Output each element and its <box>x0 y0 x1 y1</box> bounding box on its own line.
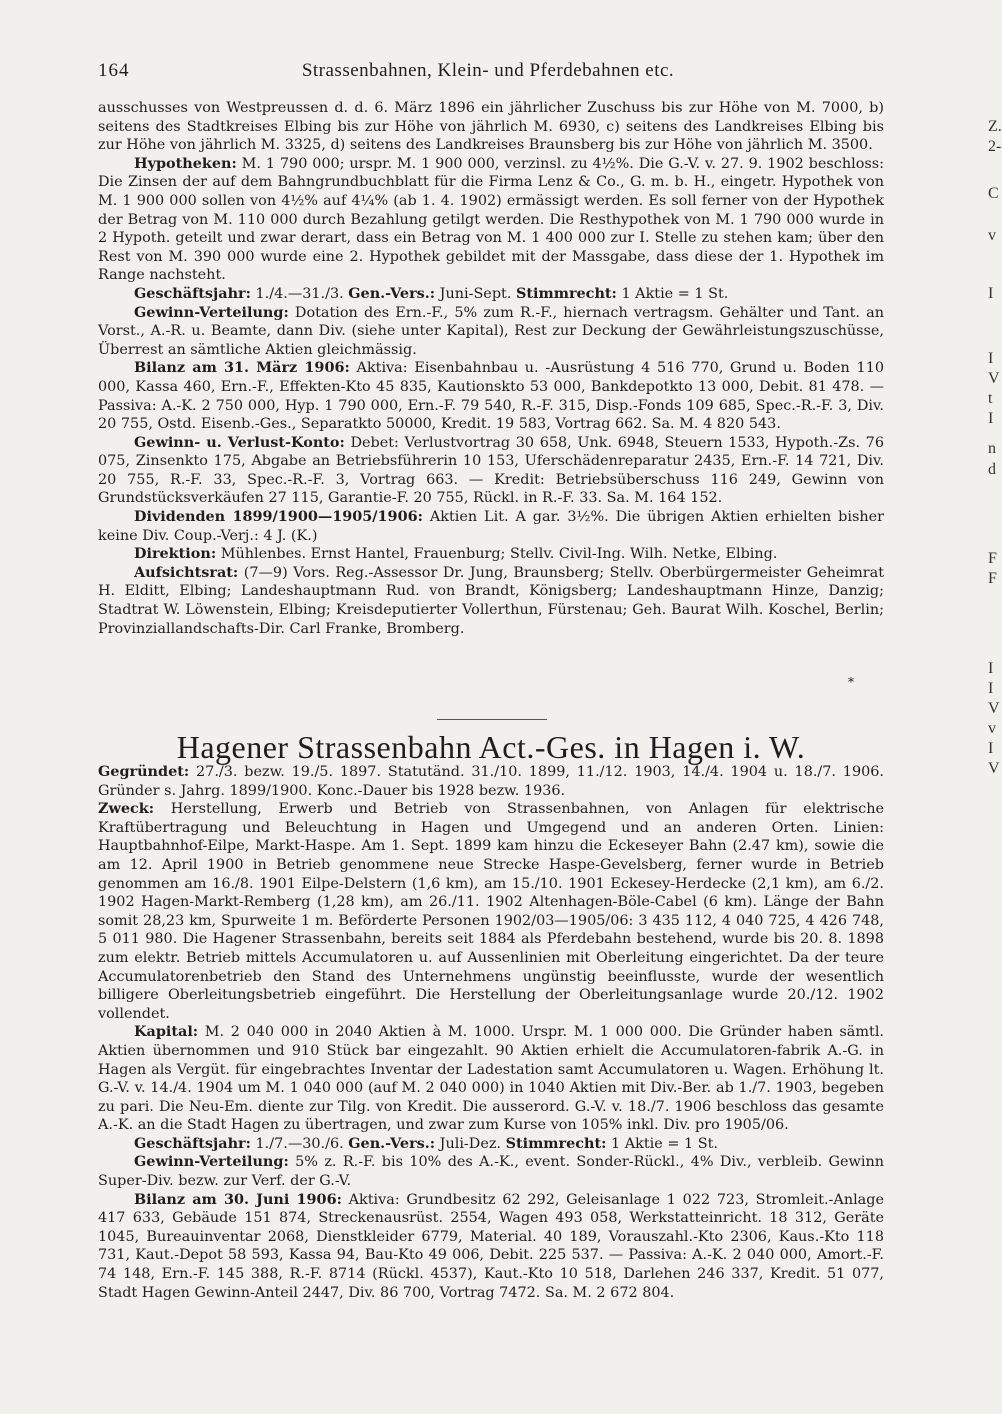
running-title: Strassenbahnen, Klein- und Pferdebahnen etc. <box>301 60 675 81</box>
paragraph <box>98 285 884 304</box>
paragraph <box>98 763 884 800</box>
paragraph <box>98 304 884 360</box>
elbing-company-continuation <box>98 99 884 638</box>
margin-fragment: d <box>988 461 996 478</box>
margin-fragment: I <box>988 660 994 677</box>
entry-text: Juli-Dez. <box>435 1135 506 1152</box>
entry-text: Herstellung, Erwerb und Betrieb von Strassenbahnen, von Anlagen für elektrische Kraftübertragung und Beleuchtung in Hagen und Umgegend und an anderen Orten. Linien: Hauptbahnhof-Eilpe, Markt-Haspe. Am 1. Sept. 1899 kam hinzu die Eckeseyer Bahn (2.47 km), sowie die am 12. April 1900 in Betrieb genommene neue Strecke Haspe-Gevelsberg, ferner wurde in Betrieb genommen am 16./8. 1901 Eilpe-Delstern (1,6 km), am 15./10. 1901 Eckesey-Herdecke (2,1 km), am 6./2. 1902 Hagen-Markt-Remberg (1,28 km), am 26./11. 1902 Altenhagen-Böle-Cabel (6 km). Länge der Bahn somit 28,23 km, Spurweite 1 m. Beförderte Personen 1902/03—1905/06: 3 435 112, 4 040 725, 4 426 748, 5 011 980. Die Hagener Strassenbahn, bereits seit 1884 als Pferdebahn bestehend, wurde bis 20. 8. 1898 zum elektr. Betrieb mittels Accumulatoren u. auf Aussenlinien mit Oberleitung eingerichtet. Da der teure Accumulatorenbetrieb den Stand des Unternehmens ungünstig beeinflusste, wurde der wesentlich billigere Oberleitungsbetrieb eingeführt. Die Herstellung der Oberleitungsanlage wurde 20./12. 1902 vollendet. <box>98 801 884 1022</box>
paragraph <box>98 800 884 1023</box>
entry-keyword: Gen.-Vers.: <box>348 1134 436 1152</box>
entry-keyword: Gegründet: <box>98 763 190 780</box>
paragraph <box>98 564 884 638</box>
entry-text: M. 2 040 000 in 2040 Aktien à M. 1000. Urspr. M. 1 000 000. Die Gründer haben sämtl. Aktien übernommen und 910 Stück bar eingezahlt. 90 Aktien erhielt die Accumulatoren-fabrik A.-G. in Hagen als Vergüt. für eingebrachtes Inventar der Ladestation samt Accumulatoren u. Wagen. Erhöhung lt. G.-V. v. 14./4. 1904 um M. 1 040 000 (auf M. 2 040 000) in 1040 Aktien mit Div.-Ber. ab 1./7. 1903, begeben zu pari. Die Neu-Em. diente zur Tilg. von Kredit. Die ausserord. G.-V. v. 18./7. 1906 beschloss das gesamte A.-K. an die Stadt Hagen zu übertragen, und zwar zum Kurse von 105% inkl. Div. pro 1905/06. <box>98 1024 884 1134</box>
section-separator <box>437 719 547 720</box>
entry-text: 5% z. R.-F. bis 10% des A.-K., event. Sonder-Rückl., 4% Div., verbleib. Gewinn Super-Div. bezw. zur Verf. der G.-V. <box>98 1154 884 1190</box>
page-number: 164 <box>98 60 130 81</box>
margin-fragment: F <box>988 570 997 587</box>
margin-fragment: I <box>988 285 994 302</box>
margin-fragment: I <box>988 680 994 697</box>
entry-keyword: Dividenden 1899/1900—1905/1906: <box>134 508 423 526</box>
margin-fragment: t <box>988 390 993 407</box>
section-title: Hagener Strassenbahn Act.-Ges. in Hagen i. W. <box>176 729 806 765</box>
entry-text: Aktiva: Grundbesitz 62 292, Geleisanlage 1 022 723, Stromleit.-Anlage 417 633, Gebäude 151 874, Streckenausrüst. 2554, Wagen 493 058, Werkstatteinricht. 18 312, Geräte 1045, Bureauinventar 2068, Dienstkleider 6779, Material. 40 189, Vorauszahl.-Kto 2306, Kaus.-Kto 118 731, Kaut.-Depot 58 593, Kassa 94, Bau-Kto 49 006, Debit. 225 537. — Passiva: A.-K. 2 040 000, Amort.-F. 74 148, Ern.-F. 145 388, R.-F. 8714 (Rückl. 4537), Kaut.-Kto 10 518, Darlehen 246 337, Kredit. 51 077, Stadt Hagen Gewinn-Anteil 2447, Div. 86 700, Vortrag 7472. Sa. M. 2 672 804. <box>98 1191 884 1301</box>
entry-text: Juni-Sept. <box>435 285 516 302</box>
entry-keyword: Zweck: <box>98 800 155 818</box>
margin-fragment: V <box>988 370 1000 387</box>
paragraph <box>98 1135 884 1154</box>
margin-fragment: I <box>988 410 994 427</box>
entry-keyword: Direktion: <box>134 545 217 563</box>
entry-keyword: Geschäftsjahr: <box>134 1134 251 1152</box>
margin-fragment: F <box>988 550 997 567</box>
entry-text: 1./7.—30./6. <box>250 1135 349 1152</box>
margin-fragment: v <box>988 720 996 737</box>
entry-keyword: Stimmrecht: <box>515 284 617 302</box>
entry-text: 1 Aktie = 1 St. <box>616 285 729 302</box>
entry-text: Aktien Lit. A gar. 3½%. Die übrigen Aktien erhielten bisher keine Div. Coup.-Verj.: 4 J. (K.) <box>98 509 884 544</box>
entry-text: 1 Aktie = 1 St. <box>606 1135 718 1152</box>
hagen-company-entry <box>98 763 884 1302</box>
entry-keyword: Geschäftsjahr: <box>134 284 251 302</box>
entry-text: M. 1 790 000; urspr. M. 1 900 000, verzinsl. zu 4½%. Die G.-V. v. 27. 9. 1902 beschloss: Die Zinsen der auf dem Bahngrundbuchblatt für die Firma Lenz & Co., G. m. b. H., eingetr. Hypothek von M. 1 900 000 sollen von 4½% auf 4¼% (ab 1. 4. 1902) ermässigt werden. Es soll ferner von der Hypothek der Betrag von M. 110 000 durch Bezahlung getilgt werden. Die Resthypothek von M. 1 790 000 wurde in 2 Hypoth. geteilt und zwar derart, dass ein Betrag von M. 1 400 000 zur I. Stelle zu stehen kam; über den Rest von M. 390 000 wurde eine 2. Hypothek gebildet mit der Massgabe, dass diese der 1. Hypothek im Range nachsteht. <box>98 155 884 284</box>
entry-keyword: Hypotheken: <box>134 154 237 172</box>
entry-text: Mühlenbes. Ernst Hantel, Frauenburg; Stellv. Civil-Ing. Wilh. Netke, Elbing. <box>216 546 778 563</box>
margin-fragment: Z. <box>988 118 1002 135</box>
entry-keyword: Bilanz am 30. Juni 1906: <box>134 1190 342 1208</box>
entry-keyword: Gewinn-Verteilung: <box>134 303 289 321</box>
paragraph <box>98 545 884 564</box>
paragraph <box>98 1023 884 1135</box>
paragraph <box>98 359 884 433</box>
entry-keyword: Bilanz am 31. März 1906: <box>134 359 350 377</box>
paragraph <box>98 508 884 545</box>
paragraph <box>98 1191 884 1303</box>
entry-keyword: Kapital: <box>134 1023 199 1041</box>
entry-keyword: Gewinn-Verteilung: <box>134 1153 289 1171</box>
entry-text: Dotation des Ern.-F., 5% zum R.-F., hiernach vertragsm. Gehälter und Tant. an Vorst., A.-R. u. Beamte, dann Div. (siehe unter Kapital), Rest zur Deckung der Gewährleistungszuschüsse, Überrest an sämtliche Aktien gleichmässig. <box>98 304 884 358</box>
paragraph <box>98 1153 884 1190</box>
footnote-mark: * <box>848 675 854 689</box>
entry-text: 27./3. bezw. 19./5. 1897. Statutänd. 31./10. 1899, 11./12. 1903, 14./4. 1904 u. 18./7. 1906. Gründer s. Jahrg. 1899/1900. Konc.-Dauer bis 1928 bezw. 1936. <box>98 764 884 799</box>
entry-keyword: Gewinn- u. Verlust-Konto: <box>134 433 345 451</box>
margin-fragment: v <box>988 227 996 244</box>
margin-fragment: V <box>988 700 1000 717</box>
paragraph <box>98 155 884 285</box>
paragraph <box>98 434 884 508</box>
margin-fragment: 2- <box>988 138 1002 155</box>
margin-fragment: C <box>988 185 999 202</box>
entry-text: Aktiva: Eisenbahnbau u. -Ausrüstung 4 516 770, Grund u. Boden 110 000, Kassa 460, Ern.-F., Effekten-Kto 45 835, Kautionskto 53 000, Bankdepotkto 13 000, Debit. 81 478. — Passiva: A.-K. 2 750 000, Hyp. 1 790 000, Ern.-F. 79 540, R.-F. 315, Disp.-Fonds 109 685, Spec.-R.-F. 3, Div. 20 755, Ostd. Eisenb.-Ges., Separatkto 50000, Kredit. 19 583, Vortrag 662. Sa. M. 4 820 543. <box>98 360 884 433</box>
entry-text: ausschusses von Westpreussen d. d. 6. März 1896 ein jährlicher Zuschuss bis zur Höhe von M. 7000, b) seitens des Stadtkreises Elbing bis zur Höhe von jährlich M. 6930, c) seitens des Landkreises Elbing bis zur Höhe von jährlich M. 3325, d) seitens des Landkreises Braunsberg bis zur Höhe von jährlich M. 3500. <box>98 100 884 154</box>
entry-keyword: Stimmrecht: <box>505 1134 607 1152</box>
entry-keyword: Gen.-Vers.: <box>348 284 436 302</box>
margin-fragment: n <box>988 440 996 457</box>
paragraph <box>98 99 884 155</box>
margin-fragment: I <box>988 350 994 367</box>
entry-keyword: Aufsichtsrat: <box>134 563 239 581</box>
entry-text: (7—9) Vors. Reg.-Assessor Dr. Jung, Braunsberg; Stellv. Oberbürgermeister Geheimrat H. Elditt, Elbing; Landeshauptmann Rud. von Brandt, Königsberg; Landeshauptmann Hinze, Danzig; Stadtrat W. Löwenstein, Elbing; Kreisdeputierter Vollerthun, Fürstenau; Geh. Baurat Wilh. Koschel, Berlin; Provinziallandschafts-Dir. Carl Franke, Bromberg. <box>98 564 884 637</box>
entry-text: 1./4.—31./3. <box>250 285 349 302</box>
entry-text: Debet: Verlustvortrag 30 658, Unk. 6948, Steuern 1533, Hypoth.-Zs. 76 075, Zinsenkto 175, Abgabe an Betriebsführerin 10 153, Uferschädenreparatur 2435, Ern.-F. 14 721, Div. 20 755, R.-F. 33, Spec.-R.-F. 3, Vortrag 663. — Kredit: Betriebsüberschuss 116 249, Gewinn von Grundstücksverkäufen 27 115, Garantie-F. 20 755, Rückl. in R.-F. 33. Sa. M. 164 152. <box>98 434 884 507</box>
margin-fragment: V <box>988 760 1000 777</box>
margin-fragment: I <box>988 740 994 757</box>
